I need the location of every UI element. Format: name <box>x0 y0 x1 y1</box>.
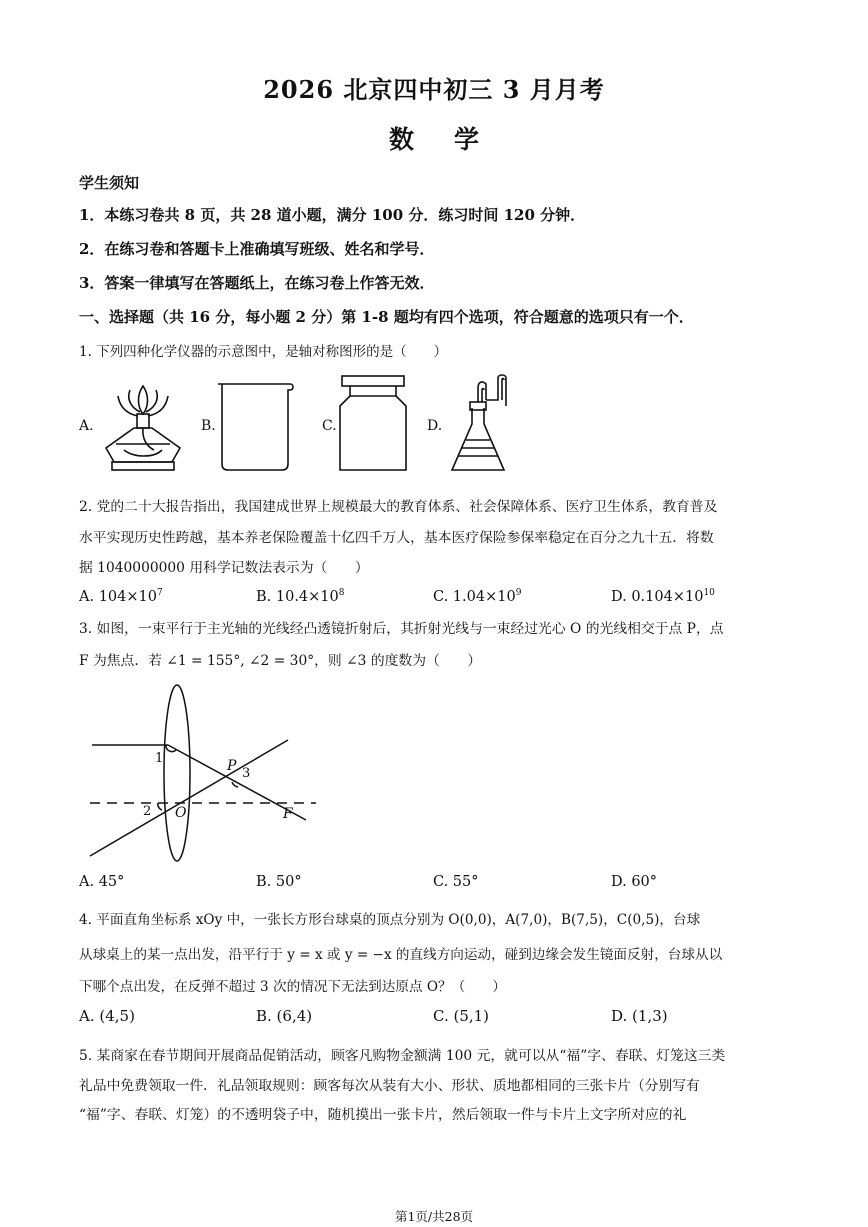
q1-option-b-label: B. <box>201 418 216 434</box>
alcohol-lamp-icon <box>100 378 186 474</box>
q3-line: 3. 如图，一束平行于主光轴的光线经凸透镜折射后，其折射光线与一束经过光心 O 的光线相交于点 P，点 <box>79 621 724 637</box>
point-o-label: O <box>175 805 187 821</box>
q4-option-b: B. (6,4) <box>256 1007 313 1025</box>
q1-option-a-label: A. <box>79 418 94 434</box>
q2-option-a: A. $104\times 10^7$ <box>79 588 163 605</box>
subject-title: 数学 <box>388 125 519 154</box>
q4-option-a: A. (4,5) <box>79 1007 135 1025</box>
q3-option-b: B. 50° <box>256 874 302 890</box>
angle-2-label: 2 <box>143 804 152 819</box>
q5-line: 5. 某商家在春节期间开展商品促销活动，顾客凡购物金额满 100 元，就可以从“福”字、春联、灯笼这三类 <box>79 1048 726 1064</box>
q3-option-c: C. 55° <box>433 874 479 890</box>
lens-diagram <box>80 684 330 864</box>
angle-3-label: 3 <box>242 766 251 781</box>
conical-flask-icon <box>448 372 516 476</box>
page-number: 第1页/共28页 <box>394 1209 474 1224</box>
angle-1-label: 1 <box>155 751 164 766</box>
q2-option-b: B. $10.4\times 10^8$ <box>256 588 345 605</box>
q4-line: 下哪个点出发，在反弹不超过 3 次的情况下无法到达原点 O？（ ） <box>79 979 506 995</box>
q1-option-d-label: D. <box>427 418 443 434</box>
notice-item: 2．在练习卷和答题卡上准确填写班级、姓名和学号． <box>79 240 435 258</box>
q2-option-d: D. $0.104\times 10^{10}$ <box>611 588 715 605</box>
q3-option-a: A. 45° <box>79 874 125 890</box>
q4-option-c: C. (5,1) <box>433 1007 490 1025</box>
q3-line: F 为焦点．若 ∠1 = 155°, ∠2 = 30°，则 ∠3 的度数为（ ） <box>79 653 482 669</box>
q2-option-c: C. $1.04\times 10^9$ <box>433 588 522 605</box>
q5-line: “福”字、春联、灯笼）的不透明袋子中，随机摸出一张卡片，然后领取一件与卡片上文字所对应的礼 <box>79 1107 687 1123</box>
q2-line: 2. 党的二十大报告指出，我国建成世界上规模最大的教育体系、社会保障体系、医疗卫生体系，教育普及 <box>79 499 718 515</box>
q2-line: 据 1040000000 用科学记数法表示为（ ） <box>79 560 369 576</box>
q4-line: 4. 平面直角坐标系 xOy 中，一张长方形台球桌的顶点分别为 O(0,0)，A(7,0)，B(7,5)，C(0,5)，台球 <box>79 912 701 928</box>
q4-option-d: D. (1,3) <box>611 1007 668 1025</box>
notice-item: 1．本练习卷共 8 页，共 28 道小题，满分 100 分．练习时间 120 分钟． <box>79 206 586 224</box>
beaker-icon <box>216 382 296 472</box>
point-f-label: F <box>283 806 293 822</box>
q1-stem: 1. 下列四种化学仪器的示意图中，是轴对称图形的是（ ） <box>79 344 448 360</box>
q5-line: 礼品中免费领取一件．礼品领取规则：顾客每次从装有大小、形状、质地都相同的三张卡片（分别写有 <box>79 1078 700 1094</box>
q3-option-d: D. 60° <box>611 874 658 890</box>
notice-heading: 学生须知 <box>79 174 140 192</box>
section-heading: 一、选择题（共 16 分，每小题 2 分）第 1-8 题均有四个选项，符合题意的选项只有一个． <box>79 308 694 326</box>
q4-line: 从球桌上的某一点出发，沿平行于 y = x 或 y = −x 的直线方向运动，碰到边缘会发生镜面反射，台球从以 <box>79 947 723 963</box>
reagent-bottle-icon <box>336 374 410 474</box>
q1-option-c-label: C. <box>322 418 337 434</box>
point-p-label: P <box>227 758 237 774</box>
q2-line: 水平实现历史性跨越，基本养老保险覆盖十亿四千万人，基本医疗保险参保率稳定在百分之九十五．将数 <box>79 530 714 546</box>
exam-title: 2026 北京四中初三 3 月月考 <box>263 75 605 104</box>
notice-item: 3．答案一律填写在答题纸上，在练习卷上作答无效． <box>79 274 435 292</box>
